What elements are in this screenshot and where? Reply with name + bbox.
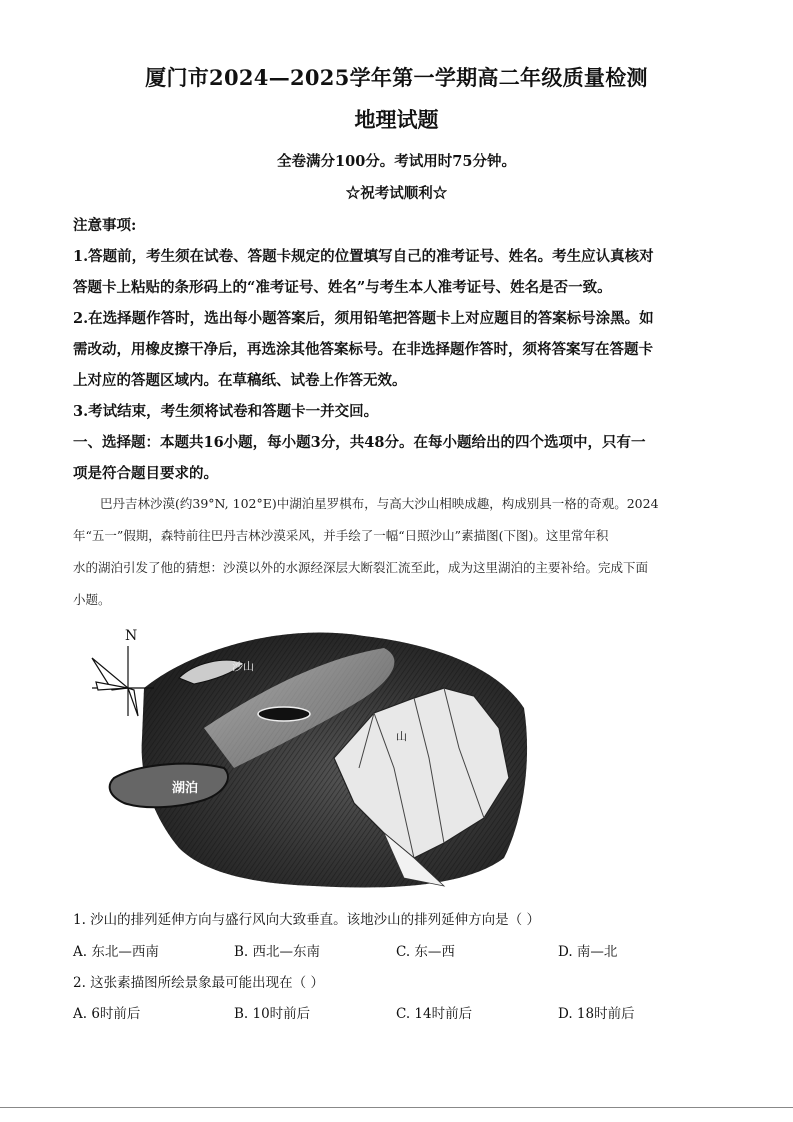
notice-line: 2.在选择题作答时，选出每小题答案后，须用铅笔把答题卡上对应题目的答案标号涂黑。如 <box>73 310 654 327</box>
exam-meta: 全卷满分100分。考试用时75分钟。 <box>277 153 516 170</box>
small-lake <box>258 707 310 721</box>
notice-line: 答题卡上粘贴的条形码上的“准考证号、姓名”与考生本人准考证号、姓名是否一致。 <box>73 279 612 296</box>
question-1-stem: 1. 沙山的排列延伸方向与盛行风向大致垂直。该地沙山的排列延伸方向是（ ） <box>73 912 540 928</box>
notice-line: 1.答题前，考生须在试卷、答题卡规定的位置填写自己的准考证号、姓名。考生应认真核对 <box>73 248 654 265</box>
sand-dune-sketch <box>84 618 534 893</box>
q2-option-d[interactable]: D. 18时前后 <box>558 1006 635 1022</box>
passage-line: 水的湖泊引发了他的猜想：沙漠以外的水源经深层大断裂汇流至此，成为这里湖泊的主要补给。完成下面 <box>73 560 649 575</box>
q1-option-c[interactable]: C. 东—西 <box>396 944 455 960</box>
section-heading-cont: 项是符合题目要求的。 <box>73 465 218 482</box>
notice-line: 需改动，用橡皮擦干净后，再选涂其他答案标号。在非选择题作答时，须将答案写在答题卡 <box>73 341 653 358</box>
q2-option-b[interactable]: B. 10时前后 <box>234 1006 311 1022</box>
page-bottom-rule <box>0 1107 793 1108</box>
q1-option-a[interactable]: A. 东北—西南 <box>73 944 159 960</box>
exam-title: 厦门市2024—2025学年第一学期高二年级质量检测 <box>145 65 648 90</box>
north-label: N <box>125 628 138 644</box>
passage-line: 小题。 <box>73 592 111 607</box>
q2-option-a[interactable]: A. 6时前后 <box>73 1006 141 1022</box>
notice-line: 3.考试结束，考生须将试卷和答题卡一并交回。 <box>73 403 379 420</box>
lake-label: 湖泊 <box>172 781 199 796</box>
exam-wish: ☆祝考试顺利☆ <box>345 185 448 202</box>
q2-option-c[interactable]: C. 14时前后 <box>396 1006 473 1022</box>
mountain-label: 山 <box>396 730 407 743</box>
sand-label: 沙山 <box>232 660 254 673</box>
notice-heading: 注意事项: <box>73 217 137 234</box>
passage-line: 年“五一”假期，森特前往巴丹吉林沙漠采风，并手绘了一幅“日照沙山”素描图(下图)。这里常年积 <box>73 528 609 543</box>
exam-subject: 地理试题 <box>354 107 439 132</box>
q1-option-b[interactable]: B. 西北—东南 <box>234 944 321 960</box>
q1-option-d[interactable]: D. 南—北 <box>558 944 618 960</box>
notice-line: 上对应的答题区域内。在草稿纸、试卷上作答无效。 <box>73 372 407 389</box>
question-2-stem: 2. 这张素描图所绘景象最可能出现在（ ） <box>73 975 324 991</box>
passage-line: 巴丹吉林沙漠(约39°N, 102°E)中湖泊星罗棋布，与高大沙山相映成趣，构成别具一格的奇观。2024 <box>100 496 659 511</box>
section-heading: 一、选择题：本题共16小题，每小题3分，共48分。在每小题给出的四个选项中，只有一 <box>73 434 646 451</box>
